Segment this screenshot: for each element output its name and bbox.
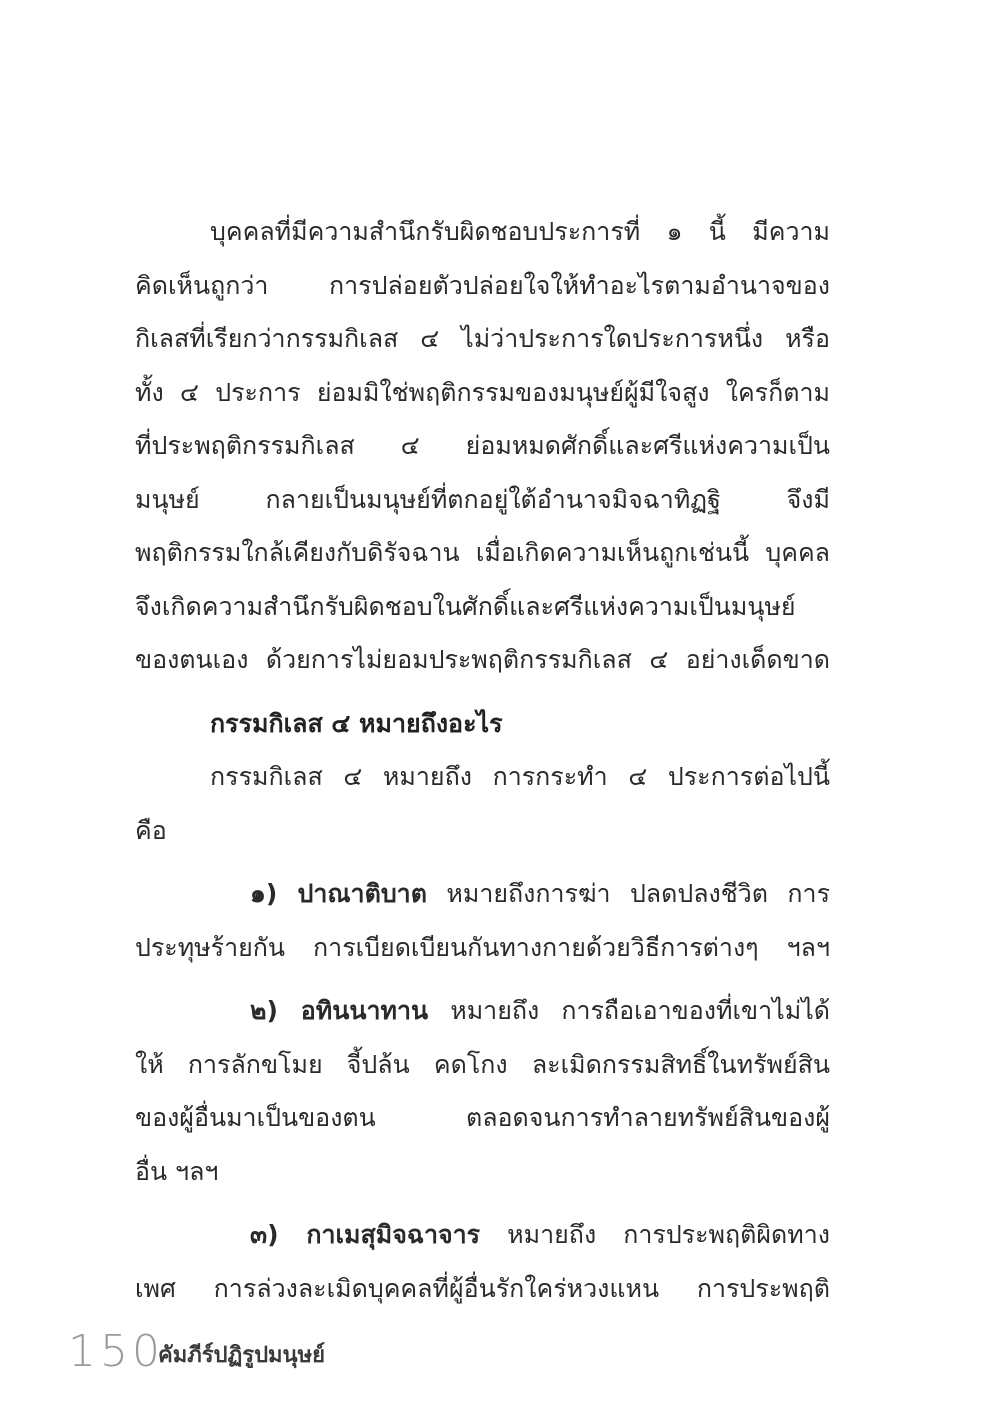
item-1-line-2: ประทุษร้ายกัน การเบียดเบียนกันทางกายด้วยวิธีการต่างๆ ฯลฯ (135, 932, 830, 962)
paragraph-2-line-2: คือ (135, 815, 167, 845)
paragraph-1-line-5: ที่ประพฤติกรรมกิเลส ๔ ย่อมหมดศักดิ์และศรีแห่งความเป็น (135, 431, 830, 460)
item-2-line-1 (135, 984, 830, 1038)
paragraph-1-line-9: ของตนเอง ด้วยการไม่ยอมประพฤติกรรมกิเลส ๔ อย่างเด็ดขาด (135, 645, 830, 674)
paragraph-2-line-1: กรรมกิเลส ๔ หมายถึง การกระทำ ๔ ประการต่อไปนี้ (210, 762, 830, 791)
paragraph-1-line-2: คิดเห็นถูกว่า การปล่อยตัวปล่อยใจให้ทำอะไรตามอำนาจของ (135, 270, 830, 300)
item-1-line-1 (135, 867, 830, 921)
paragraph-1-line-3: กิเลสที่เรียกว่ากรรมกิเลส ๔ ไม่ว่าประการใดประการหนึ่ง หรือ (135, 324, 830, 353)
item-3-line-2: เพศ การล่วงละเมิดบุคคลที่ผู้อื่นรักใคร่หวงแหน การประพฤติ (135, 1273, 830, 1303)
book-title: คัมภีร์ปฏิรูปมนุษย์ (157, 1343, 325, 1368)
item-2-term: ๒) อทินนาทาน (250, 996, 429, 1025)
item-2-line-4: อื่น ฯลฯ (135, 1156, 219, 1186)
page-footer (68, 1318, 325, 1378)
item-3-term: ๓) กาเมสุมิจฉาจาร (250, 1220, 481, 1249)
paragraph-1-line-7: พฤติกรรมใกล้เคียงกับดิรัจฉาน เมื่อเกิดความเห็นถูกเช่นนี้ บุคคล (135, 538, 830, 567)
paragraph-1-line-4: ทั้ง ๔ ประการ ย่อมมิใช่พฤติกรรมของมนุษย์ผู้มีใจสูง ใครก็ตาม (135, 377, 830, 407)
section-heading: กรรมกิเลส ๔ หมายถึงอะไร (210, 708, 503, 738)
item-3-line-1-text: หมายถึง การประพฤติผิดทาง (480, 1220, 830, 1249)
item-1-line-1-text: หมายถึงการฆ่า ปลดปลงชีวิต การ (426, 879, 830, 908)
page-body (135, 205, 830, 1315)
paragraph-1-line-6: มนุษย์ กลายเป็นมนุษย์ที่ตกอยู่ใต้อำนาจมิจฉาทิฏฐิ จึงมี (135, 484, 830, 514)
paragraph-1-line-8: จึงเกิดความสำนึกรับผิดชอบในศักดิ์และศรีแห่งความเป็นมนุษย์ (135, 591, 796, 621)
item-2-line-3: ของผู้อื่นมาเป็นของตน ตลอดจนการทำลายทรัพย์สินของผู้ (135, 1103, 830, 1132)
item-2-line-2: ให้ การลักขโมย จี้ปล้น คดโกง ละเมิดกรรมสิทธิ์ในทรัพย์สิน (135, 1049, 830, 1079)
item-1-term: ๑) ปาณาติบาต (250, 879, 427, 908)
item-3-line-1 (135, 1208, 830, 1262)
item-2-line-1-text: หมายถึง การถือเอาของที่เขาไม่ได้ (428, 996, 831, 1025)
paragraph-1-line-1: บุคคลที่มีความสำนึกรับผิดชอบประการที่ ๑ นี้ มีความ (210, 217, 830, 246)
page-number: 150 (68, 1326, 164, 1377)
